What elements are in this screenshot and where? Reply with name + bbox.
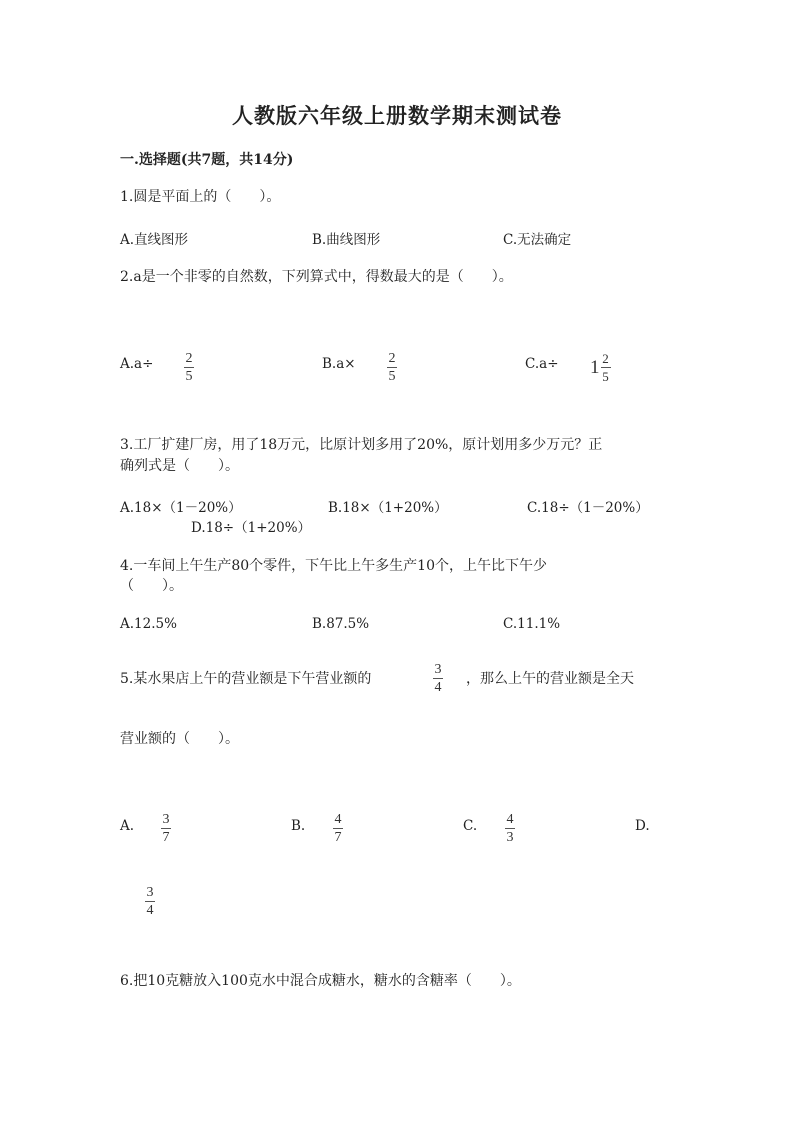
question-5-option-a-fraction	[161, 812, 171, 845]
question-5-option-a[interactable]: A.	[120, 818, 135, 834]
fraction-bar	[433, 678, 443, 679]
question-5-fraction	[433, 662, 443, 695]
numerator: 4	[506, 812, 514, 827]
question-4-text-line1: 4.一车间上午生产80个零件，下午比上午多生产10个，上午比下午少	[120, 558, 547, 574]
question-4-option-c[interactable]: C.11.1%	[503, 616, 561, 632]
question-4-text-line2: （ ）。	[120, 578, 183, 594]
question-2-option-b-fraction	[387, 351, 397, 384]
question-1-option-b[interactable]: B.曲线图形	[312, 232, 381, 248]
question-3-text-line1: 3.工厂扩建厂房，用了18万元，比原计划多用了20%，原计划用多少万元？正	[120, 437, 603, 453]
question-5-text-part1: 5.某水果店上午的营业额是下午营业额的	[120, 671, 372, 687]
section-heading: 一.选择题(共7题，共14分)	[120, 152, 294, 168]
numerator: 3	[434, 662, 442, 677]
question-4-option-a[interactable]: A.12.5%	[120, 616, 177, 632]
denominator: 4	[146, 903, 154, 918]
question-5-option-b-fraction	[333, 812, 343, 845]
fraction-bar	[601, 367, 611, 368]
question-5-option-b[interactable]: B.	[291, 818, 306, 834]
question-2-option-c-mixed-number	[590, 351, 611, 384]
fraction-bar	[387, 367, 397, 368]
question-5-option-c-fraction	[505, 812, 515, 845]
question-2-option-c[interactable]: C.a÷	[525, 356, 559, 372]
numerator: 2	[388, 351, 396, 366]
question-6-text: 6.把10克糖放入100克水中混合成糖水，糖水的含糖率（ ）。	[120, 973, 521, 989]
denominator: 5	[602, 369, 609, 384]
denominator: 4	[434, 680, 442, 695]
question-3-option-b[interactable]: B.18×（1+20%）	[328, 500, 448, 516]
denominator: 5	[185, 369, 193, 384]
question-1-option-a[interactable]: A.直线图形	[120, 232, 189, 248]
fraction-bar	[184, 367, 194, 368]
question-5-text-part2: ，那么上午的营业额是全天	[466, 671, 634, 687]
numerator: 3	[162, 812, 170, 827]
fraction	[601, 351, 611, 384]
page-title: 人教版六年级上册数学期末测试卷	[232, 103, 562, 128]
question-5-option-d-fraction	[145, 885, 155, 918]
question-5-option-d[interactable]: D.	[635, 818, 650, 834]
denominator: 7	[334, 830, 342, 845]
question-4-option-b[interactable]: B.87.5%	[312, 616, 370, 632]
numerator: 2	[602, 351, 609, 366]
denominator: 3	[506, 830, 514, 845]
question-5-option-c[interactable]: C.	[463, 818, 478, 834]
question-2-option-a-fraction	[184, 351, 194, 384]
whole-part: 1	[590, 356, 600, 378]
question-3-text-line2: 确列式是（ ）。	[120, 458, 239, 474]
question-1-text: 1.圆是平面上的（ ）。	[120, 189, 281, 205]
fraction-bar	[505, 828, 515, 829]
denominator: 7	[162, 830, 170, 845]
question-3-option-d[interactable]: D.18÷（1+20%）	[191, 520, 312, 536]
numerator: 4	[334, 812, 342, 827]
numerator: 3	[146, 885, 154, 900]
question-2-text: 2.a是一个非零的自然数，下列算式中，得数最大的是（ ）。	[120, 269, 513, 285]
question-5-text-line2: 营业额的（ ）。	[120, 731, 239, 747]
question-2-option-b[interactable]: B.a×	[322, 356, 356, 372]
denominator: 5	[388, 369, 396, 384]
fraction-bar	[145, 901, 155, 902]
question-2-option-a[interactable]: A.a÷	[120, 356, 154, 372]
question-3-option-a[interactable]: A.18×（1－20%）	[120, 500, 242, 516]
question-3-option-c[interactable]: C.18÷（1－20%）	[527, 500, 649, 516]
fraction-bar	[161, 828, 171, 829]
numerator: 2	[185, 351, 193, 366]
question-1-option-c[interactable]: C.无法确定	[503, 232, 572, 248]
fraction-bar	[333, 828, 343, 829]
